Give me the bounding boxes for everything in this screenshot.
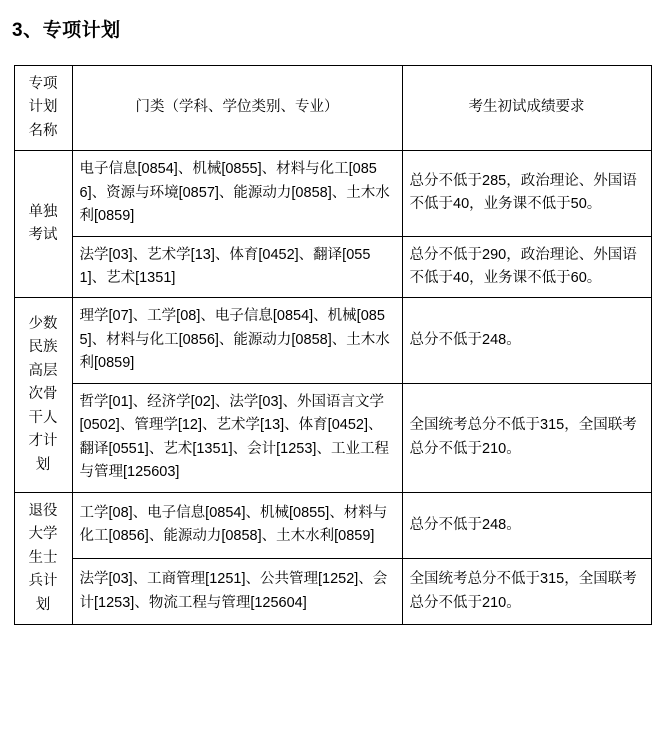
table-row bbox=[14, 151, 651, 236]
score-cell bbox=[402, 236, 651, 298]
table-body bbox=[14, 151, 651, 625]
table-row bbox=[14, 236, 651, 298]
score-cell bbox=[402, 298, 651, 383]
table-header-row bbox=[14, 65, 651, 150]
special-plans-table bbox=[14, 65, 652, 626]
score-cell bbox=[402, 151, 651, 236]
major-cell bbox=[72, 151, 402, 236]
major-cell bbox=[72, 236, 402, 298]
major-cell bbox=[72, 298, 402, 383]
major-text: 电子信息[0854]、机械[0855]、材料与化工[0856]、资源与环境[0857]、能源动力[0858]、土木水利[0859] bbox=[79, 161, 390, 225]
major-cell bbox=[72, 492, 402, 558]
table-header bbox=[14, 65, 651, 150]
score-text: 全国统考总分不低于315，全国联考总分不低于210。 bbox=[409, 571, 637, 611]
score-cell bbox=[402, 492, 651, 558]
table-row bbox=[14, 298, 651, 383]
major-cell bbox=[72, 559, 402, 625]
table-row bbox=[14, 383, 651, 492]
table-row bbox=[14, 492, 651, 558]
table-row bbox=[14, 559, 651, 625]
score-cell bbox=[402, 559, 651, 625]
score-text: 总分不低于290，政治理论、外国语不低于40，业务课不低于60。 bbox=[409, 246, 637, 286]
score-text: 总分不低于248。 bbox=[409, 516, 521, 533]
plan-name-cell: 退役大学生士兵计划 bbox=[14, 492, 72, 624]
major-text: 法学[03]、工商管理[1251]、公共管理[1252]、会计[1253]、物流工程与管理[125604] bbox=[79, 571, 388, 611]
major-text: 工学[08]、电子信息[0854]、机械[0855]、材料与化工[0856]、能源动力[0858]、土木水利[0859] bbox=[79, 504, 388, 545]
column-header-score: 考生初试成绩要求 bbox=[402, 65, 651, 150]
plan-name-cell: 单独考试 bbox=[14, 151, 72, 298]
major-text: 法学[03]、艺术学[13]、体育[0452]、翻译[0551]、艺术[1351] bbox=[79, 246, 371, 286]
document-page bbox=[0, 12, 665, 752]
score-text: 总分不低于248。 bbox=[409, 331, 521, 348]
page-title: 3、专项计划 bbox=[12, 20, 121, 41]
score-cell bbox=[402, 383, 651, 492]
column-header-major: 门类（学科、学位类别、专业） bbox=[72, 65, 402, 150]
major-text: 哲学[01]、经济学[02]、法学[03]、外国语言文学[0502]、管理学[12]、艺术学[13]、体育[0452]、翻译[0551]、艺术[1351]、会计[1253]、工业工程与管理[125603] bbox=[79, 393, 389, 481]
major-cell bbox=[72, 383, 402, 492]
major-text: 理学[07]、工学[08]、电子信息[0854]、机械[0855]、材料与化工[0856]、能源动力[0858]、土木水利[0859] bbox=[79, 308, 390, 372]
column-header-plan-name: 专项计划名称 bbox=[14, 65, 72, 150]
plan-name-cell: 少数民族高层次骨干人才计划 bbox=[14, 298, 72, 492]
score-text: 总分不低于285，政治理论、外国语不低于40，业务课不低于50。 bbox=[409, 172, 637, 213]
score-text: 全国统考总分不低于315，全国联考总分不低于210。 bbox=[409, 417, 637, 457]
